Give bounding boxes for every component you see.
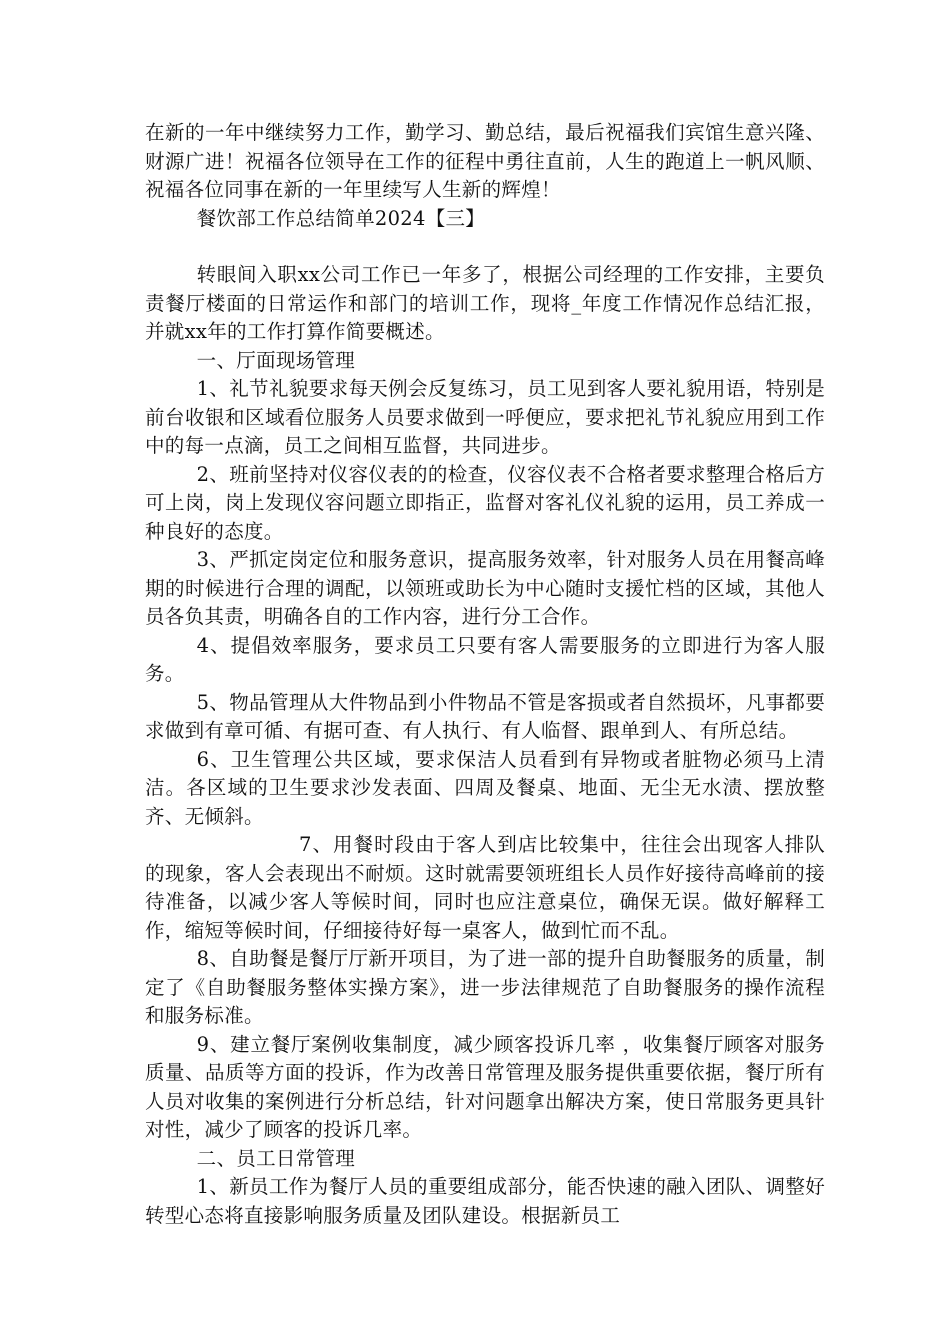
paragraph-item-3: 3、严抓定岗定位和服务意识，提高服务效率，针对服务人员在用餐高峰期的时候进行合理的调配，以领班或助长为中心随时支援忙档的区域，其他人员各负其责，明确各自的工作内容，进行分工合作。 — [145, 548, 825, 628]
paragraph-closing-wishes: 在新的一年中继续努力工作，勤学习、勤总结，最后祝福我们宾馆生意兴隆、财源广进！祝福各位领导在工作的征程中勇往直前，人生的跑道上一帆风顺、祝福各位同事在新的一年里续写人生新的辉煌！ — [145, 121, 825, 201]
blank-line — [145, 233, 825, 261]
paragraph-item-4: 4、提倡效率服务，要求员工只要有客人需要服务的立即进行为客人服务。 — [145, 633, 825, 685]
paragraph-item-6: 6、卫生管理公共区域，要求保洁人员看到有异物或者脏物必须马上清洁。各区域的卫生要求沙发表面、四周及餐桌、地面、无尘无水渍、摆放整齐、无倾斜。 — [145, 747, 825, 828]
paragraph-item-8: 8、自助餐是餐厅厅新开项目，为了进一部的提升自助餐服务的质量，制定了《自助餐服务整体实操方案》，进一步法律规范了自助餐服务的操作流程和服务标准。 — [145, 947, 825, 1027]
paragraph-item-1: 1、礼节礼貌要求每天例会反复练习，员工见到客人要礼貌用语，特别是前台收银和区域看位服务人员要求做到一呼便应，要求把礼节礼貌应用到工作中的每一点滴，员工之间相互监督，共同进步。 — [145, 377, 825, 457]
heading-floor-management: 一、厅面现场管理 — [196, 348, 356, 372]
paragraph-staff-item-1: 1、新员工作为餐厅人员的重要组成部分，能否快速的融入团队、调整好转型心态将直接影响服务质量及团队建设。根据新员工 — [145, 1175, 825, 1227]
paragraph-item-7: 7、用餐时段由于客人到店比较集中，往往会出现客人排队的现象，客人会表现出不耐烦。这时就需要领班组长人员作好接待高峰前的接待准备，以减少客人等候时间，同时也应注意桌位，确保无误。做好解释工作，缩短等候时间，仔细接待好每一桌客人，做到忙而不乱。 — [145, 833, 825, 942]
paragraph-item-2: 2、班前坚持对仪容仪表的的检查，仪容仪表不合格者要求整理合格后方可上岗，岗上发现仪容问题立即指正，监督对客礼仪礼貌的运用，员工养成一种良好的态度。 — [145, 462, 825, 543]
paragraph-item-5: 5、物品管理从大件物品到小件物品不管是客损或者自然损坏，凡事都要求做到有章可循、有据可查、有人执行、有人临督、跟单到人、有所总结。 — [145, 690, 825, 742]
paragraph-intro: 转眼间入职xx公司工作已一年多了，根据公司经理的工作安排，主要负责餐厅楼面的日常运作和部门的培训工作，现将_年度工作情况作总结汇报，并就xx年的工作打算作简要概述。 — [145, 263, 825, 343]
heading-staff-management: 二、员工日常管理 — [196, 1146, 356, 1170]
paragraph-item-9: 9、建立餐厅案例收集制度，减少顾客投诉几率 ，收集餐厅顾客对服务质量、品质等方面的投诉，作为改善日常管理及服务提供重要依据，餐厅所有人员对收集的案例进行分析总结，针对问题拿出解决方案，使日常服务更具针对性，减少了顾客的投诉几率。 — [145, 1032, 825, 1141]
section-title: 餐饮部工作总结简单2024【三】 — [196, 206, 486, 230]
document-body — [145, 119, 825, 1230]
